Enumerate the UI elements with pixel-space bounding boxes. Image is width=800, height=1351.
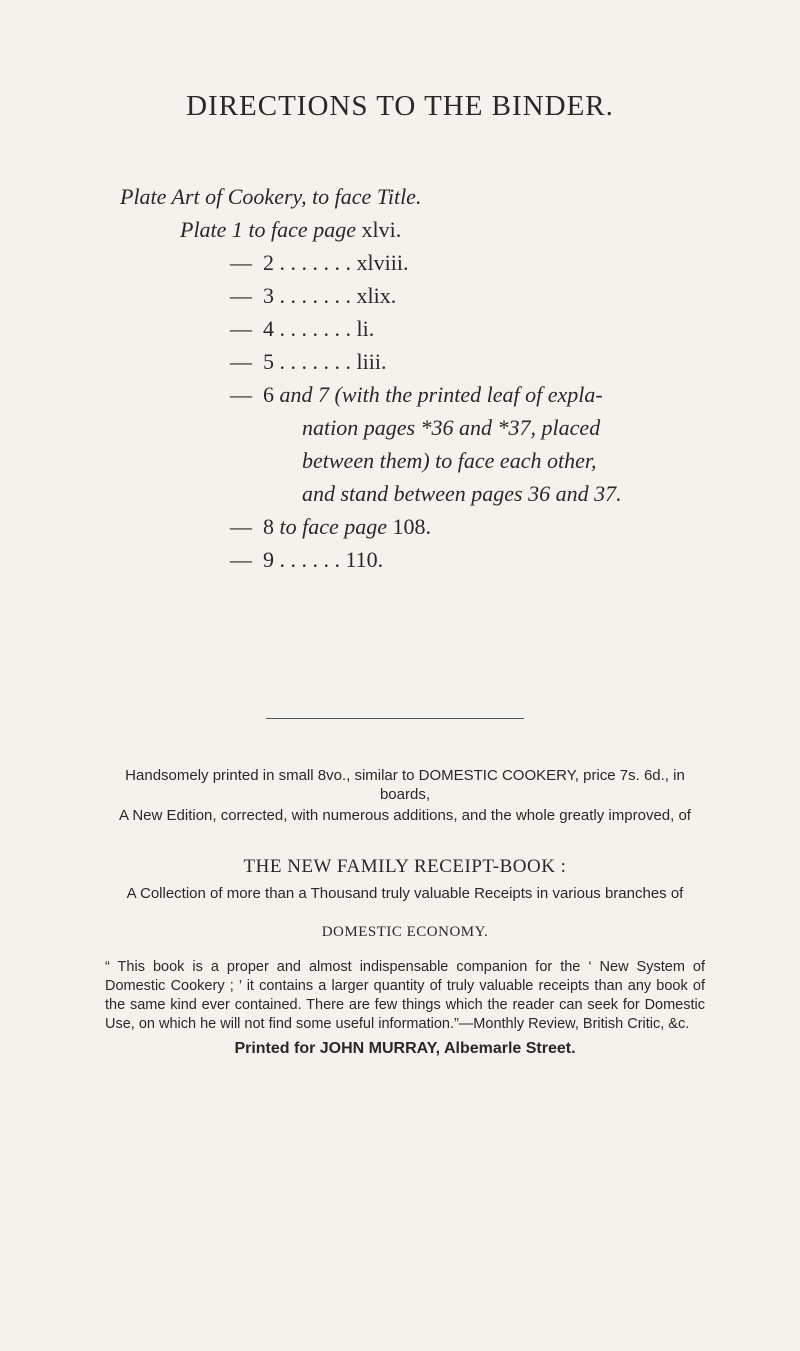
- plate-5-entry: [230, 345, 622, 378]
- plate-2-page: xlviii.: [356, 250, 409, 275]
- plate-1-prefix: Plate 1: [180, 217, 243, 242]
- plate-art-entry: Plate Art of Cookery, to face Title.: [120, 184, 422, 209]
- plate-2-dash: —: [230, 250, 252, 275]
- advert-line2: A New Edition, corrected, with numerous additions, and the whole greatly improved, of: [119, 807, 691, 824]
- advert-collection: A Collection of more than a Thousand truly valuable Receipts in various branches of: [126, 885, 684, 902]
- plate-9-dots: . . . . . .: [279, 547, 340, 572]
- plate-4-dash: —: [230, 316, 252, 341]
- plate-6-line3: between them) to face each other,: [302, 448, 597, 473]
- plate-6-line1: and 7 (with the printed leaf of expla-: [279, 382, 603, 407]
- printed-for: Printed for JOHN MURRAY, Albemarle Street.: [234, 1040, 576, 1057]
- plate-1-suffix: to face page: [248, 217, 356, 242]
- plate-6-line4: and stand between pages 36 and 37.: [302, 481, 622, 506]
- plate-9-dash: —: [230, 547, 252, 572]
- plate-3-num: 3: [263, 283, 274, 308]
- plate-5-num: 5: [263, 349, 274, 374]
- plate-4-num: 4: [263, 316, 274, 341]
- plate-6-dash: —: [230, 382, 252, 407]
- plate-list: [120, 180, 622, 576]
- book-title: THE NEW FAMILY RECEIPT-BOOK :: [243, 856, 567, 877]
- divider-rule: [266, 718, 524, 719]
- page-title: DIRECTIONS TO THE BINDER.: [186, 90, 614, 122]
- plate-3-page: xlix.: [356, 283, 397, 308]
- plate-8-text: to face page: [279, 514, 388, 539]
- plate-6-entry: [230, 378, 622, 411]
- plate-2-entry: [230, 246, 622, 279]
- plate-3-dash: —: [230, 283, 252, 308]
- plate-4-page: li.: [356, 316, 375, 341]
- plate-5-dots: . . . . . . .: [279, 349, 351, 374]
- advert-line1: Handsomely printed in small 8vo., similar to DOMESTIC COOKERY, price 7s. 6d., in boards,: [125, 767, 685, 803]
- plate-6-num: 6: [263, 382, 274, 407]
- plate-1-entry: [180, 213, 622, 246]
- plate-3-entry: [230, 279, 622, 312]
- plate-4-dots: . . . . . . .: [279, 316, 351, 341]
- plate-2-num: 2: [263, 250, 274, 275]
- plate-9-entry: [230, 543, 622, 576]
- plate-8-page: 108.: [392, 514, 432, 539]
- advert-economy: DOMESTIC ECONOMY.: [321, 924, 489, 940]
- plate-8-entry: [230, 510, 622, 543]
- plate-8-dash: —: [230, 514, 252, 539]
- plate-5-dash: —: [230, 349, 252, 374]
- plate-4-entry: [230, 312, 622, 345]
- advert-quote: “ This book is a proper and almost indispensable companion for the ‘ New System of Domestic Cookery ; ’ it contains a larger quantity of truly valuable receipts than any book of the same kind ever contained. There are few things which the reader can seek for Domestic Use, on which he will not find some useful information.”—Monthly Review, British Critic, &c.: [105, 959, 705, 1032]
- plate-6-line2: nation pages *36 and *37, placed: [302, 415, 601, 440]
- plate-5-page: liii.: [356, 349, 387, 374]
- plate-9-num: 9: [263, 547, 274, 572]
- plate-8-num: 8: [263, 514, 274, 539]
- plate-1-page: xlvi.: [361, 217, 402, 242]
- plate-3-dots: . . . . . . .: [279, 283, 351, 308]
- plate-9-page: 110.: [345, 547, 384, 572]
- plate-2-dots: . . . . . . .: [279, 250, 351, 275]
